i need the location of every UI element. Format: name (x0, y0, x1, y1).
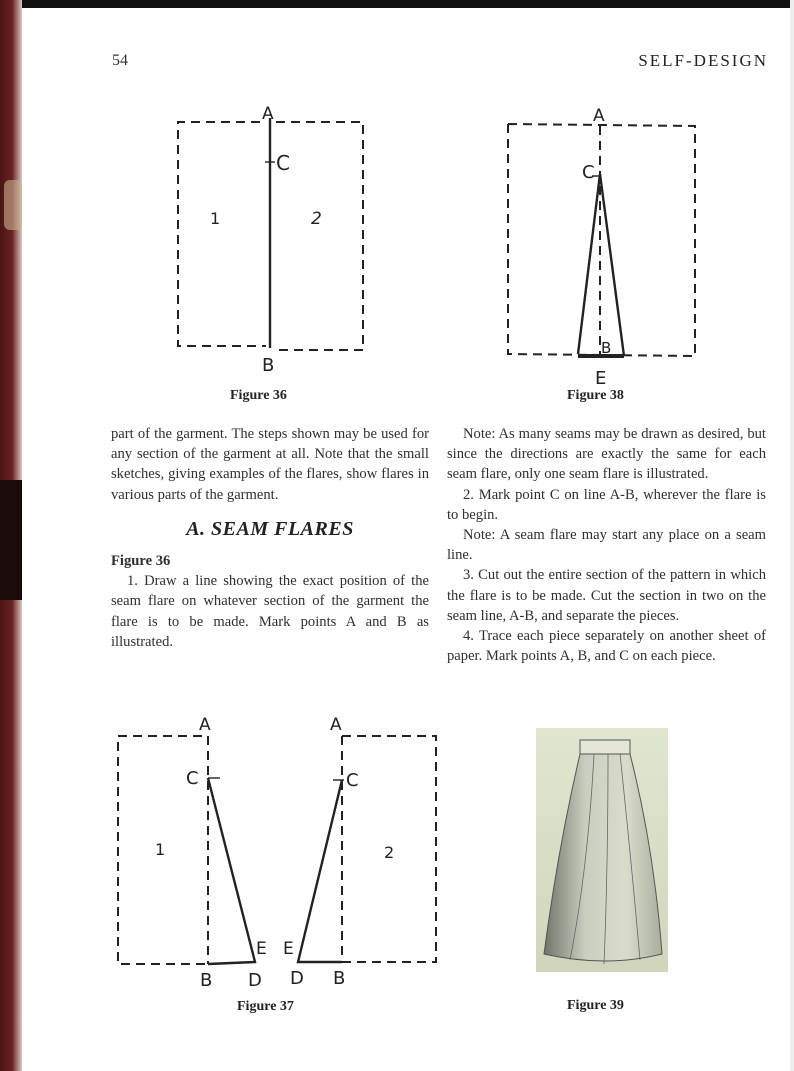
fig37-label-e-right: E (283, 939, 294, 959)
fig37-label-c-left: C (186, 768, 199, 789)
fig38-outline (508, 124, 695, 356)
fig37-label-1: 1 (155, 840, 166, 859)
fig37-label-b-left: B (200, 970, 213, 991)
fig37-label-b-right: B (333, 968, 346, 989)
page-edge (790, 0, 794, 1071)
section-title: A. SEAM FLARES (186, 517, 354, 540)
fig37-label-e-left: E (256, 939, 267, 959)
figure-38-caption: Figure 38 (567, 388, 624, 403)
fig37-label-a-left: A (199, 715, 211, 735)
figure-39-caption: Figure 39 (567, 998, 624, 1013)
left-column (111, 424, 429, 652)
left-paragraph-1: part of the garment. The steps shown may be used for any section of the garment at all. Note that the small sketches, giving examples of the flares, show flares in various parts of the garment. (111, 426, 429, 503)
subhead-figure-36: Figure 36 (111, 553, 171, 570)
fig37-right-flare (298, 780, 342, 962)
figure-36-caption: Figure 36 (230, 388, 287, 403)
fig37-left-flare (208, 778, 255, 964)
top-edge (0, 0, 794, 8)
figure-37-diagram (110, 708, 450, 998)
right-column (447, 424, 766, 666)
step-3: 3. Cut out the entire section of the pattern in which the flare is to be made. Cut the section in two on the seam line, A-B, and separate the pieces. (447, 567, 766, 624)
fig38-label-c: C (582, 162, 595, 183)
fig37-label-d-left: D (248, 970, 262, 991)
note-2: Note: A seam flare may start any place on a seam line. (447, 527, 766, 564)
fig37-label-a-right: A (330, 715, 342, 735)
skirt-illustration (536, 728, 668, 972)
running-head: SELF-DESIGN (638, 51, 768, 70)
step-2: 2. Mark point C on line A-B, wherever the flare is to begin. (447, 486, 766, 523)
fig36-label-1: 1 (210, 209, 221, 228)
figure-37-caption: Figure 37 (237, 999, 294, 1014)
fig36-label-2: 2 (311, 209, 322, 229)
fig38-label-e: E (595, 368, 607, 389)
figure-38-diagram (500, 102, 700, 392)
fig37-label-d-right: D (290, 968, 304, 989)
fig38-label-b: B (601, 339, 612, 357)
step-1: 1. Draw a line showing the exact position of the seam flare on whatever section of the garment the flare is to be made. Mark points A and B as illustrated. (111, 573, 429, 650)
book-spine (0, 0, 22, 1071)
fig37-label-2: 2 (384, 843, 395, 862)
fig36-label-c: C (276, 151, 290, 175)
fig37-label-c-right: C (346, 770, 359, 791)
page-number: 54 (112, 52, 128, 69)
step-4: 4. Trace each piece separately on another sheet of paper. Mark points A, B, and C on each piece. (447, 628, 766, 665)
note-1: Note: As many seams may be drawn as desired, but since the directions are exactly the same for each seam flare, only one seam flare is illustrated. (447, 426, 766, 483)
fig36-left-outline (178, 122, 266, 346)
figure-36-diagram (170, 100, 370, 380)
fig36-label-b: B (262, 355, 275, 376)
fig38-label-a: A (593, 106, 605, 126)
figure-39-skirt-photo (536, 728, 668, 972)
fig36-label-a: A (262, 104, 274, 124)
